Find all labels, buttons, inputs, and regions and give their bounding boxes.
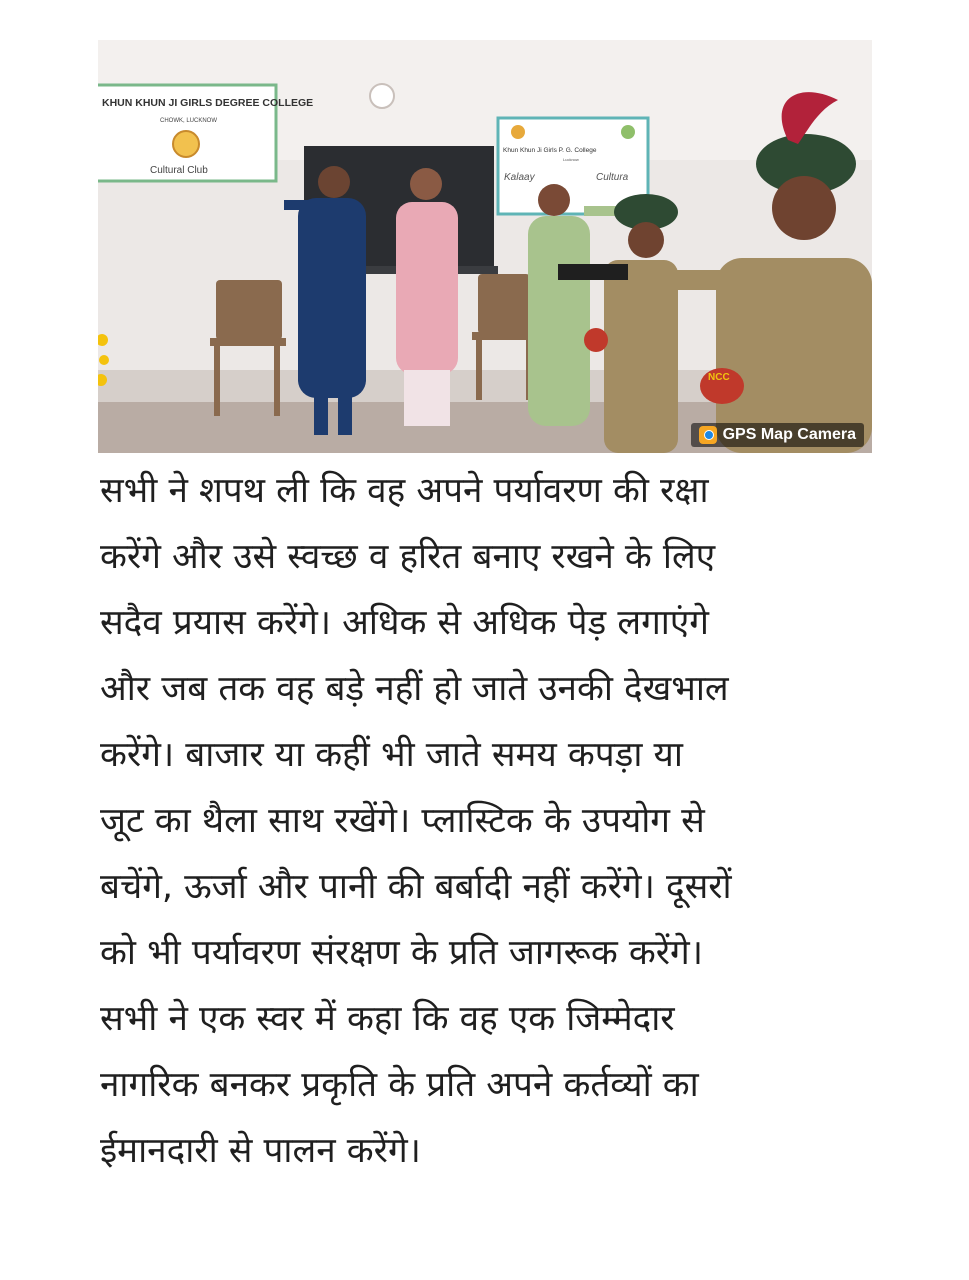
banner-left-club: Cultural Club [150,165,208,176]
article-line: और जब तक वह बड़े नहीं हो जाते उनकी देखभाल [100,669,729,709]
article-line: सभी ने शपथ ली कि वह अपने पर्यावरण की रक्षा [100,471,709,511]
article-line: नागरिक बनकर प्रकृति के प्रति अपने कर्तव्यों का [100,1065,699,1105]
gps-camera-icon [699,426,717,444]
banner-right-subtitle: Lucknow [563,157,579,162]
article-line: करेंगे। बाजार या कहीं भी जाते समय कपड़ा या [100,735,683,775]
ncc-badge-text: NCC [708,372,730,383]
banner-left-subtitle: CHOWK, LUCKNOW [160,118,217,124]
article-line: ईमानदारी से पालन करेंगे। [100,1131,421,1171]
article-line: सभी ने एक स्वर में कहा कि वह एक जिम्मेदार [100,999,675,1039]
article-line: करेंगे और उसे स्वच्छ व हरित बनाए रखने के लिए [100,537,716,577]
article-line: को भी पर्यावरण संरक्षण के प्रति जागरूक करेंगे। [100,933,703,973]
banner-right-title: Khun Khun Ji Girls P. G. College [503,147,597,154]
banner-right-event-left: Kalaay [504,172,535,183]
photo-scene [98,40,872,453]
banner-right-event-right: Cultura [596,172,629,183]
person-pink-kurta [396,168,458,426]
article-line: जूट का थैला साथ रखेंगे। प्लास्टिक के उपयोग से [100,801,705,841]
banner-left-title: KHUN KHUN JI GIRLS DEGREE COLLEGE [102,97,314,109]
article-body [100,458,880,1184]
article-line: सदैव प्रयास करेंगे। अधिक से अधिक पेड़ लगाएंगे [100,603,709,643]
gps-watermark [691,423,864,447]
article-line: बचेंगे, ऊर्जा और पानी की बर्बादी नहीं करेंगे। दूसरों [100,867,732,907]
clock-icon [370,84,394,108]
news-photo [98,40,872,453]
gps-watermark-label: GPS Map Camera [722,426,856,443]
